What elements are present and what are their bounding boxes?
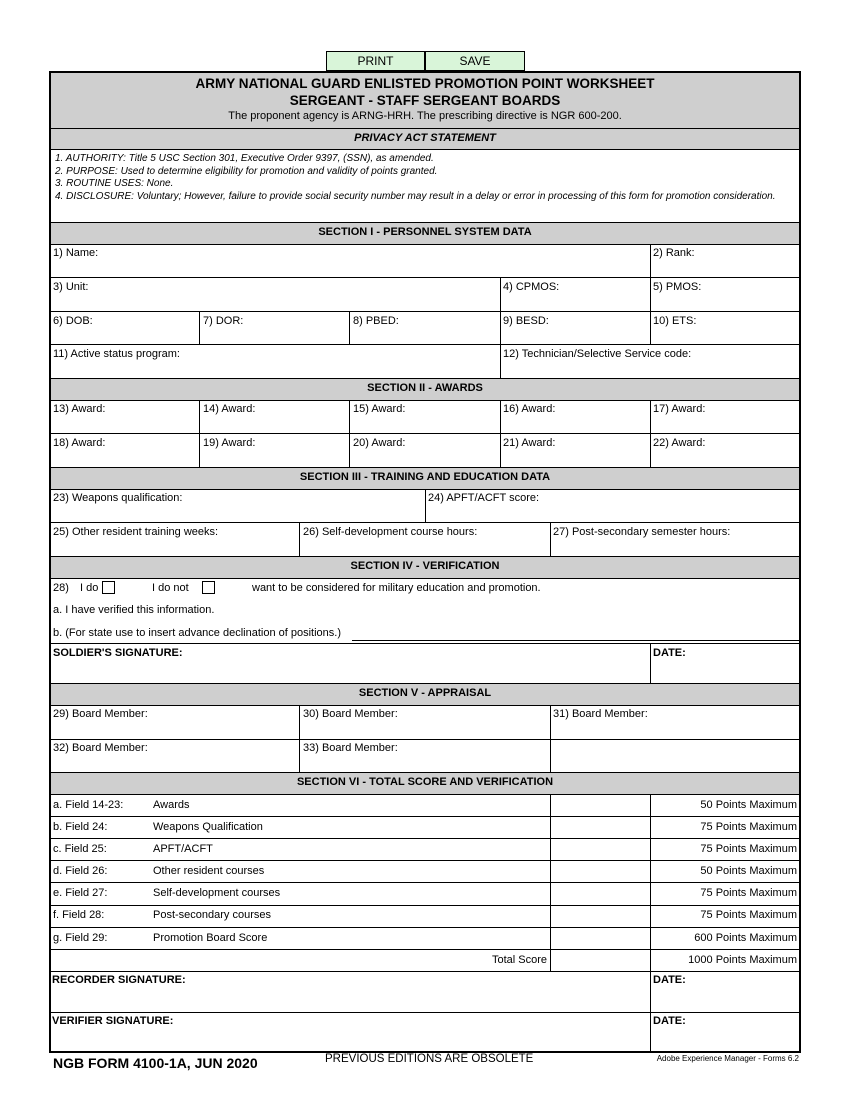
- score-row-max: 75 Points Maximum: [700, 843, 797, 855]
- divider: [49, 128, 801, 129]
- pbed-field[interactable]: 8) PBED:: [353, 315, 399, 327]
- score-row-field: d. Field 26:: [53, 865, 108, 877]
- state-use-underline: [352, 640, 799, 641]
- verifier-date-field[interactable]: DATE:: [653, 1015, 686, 1027]
- item-28-label: 28): [53, 582, 69, 594]
- section5-heading: SECTION V - APPRAISAL: [358, 687, 492, 699]
- divider: [425, 489, 426, 522]
- dob-field[interactable]: 6) DOB:: [53, 315, 93, 327]
- divider: [650, 400, 651, 467]
- recorder-date-field[interactable]: DATE:: [653, 974, 686, 986]
- consideration-text: want to be considered for military education and promotion.: [252, 582, 541, 594]
- board-member-field[interactable]: 32) Board Member:: [53, 742, 148, 754]
- total-score-max: 1000 Points Maximum: [688, 954, 797, 966]
- divider: [650, 311, 651, 344]
- divider: [49, 838, 801, 839]
- score-row-field: f. Field 28:: [53, 909, 105, 921]
- divider: [49, 344, 801, 345]
- divider: [49, 882, 801, 883]
- divider: [349, 311, 350, 344]
- divider: [49, 705, 801, 706]
- i-do-not-checkbox[interactable]: [202, 581, 215, 594]
- divider: [49, 1012, 801, 1013]
- score-input[interactable]: [551, 839, 650, 860]
- score-row-field: e. Field 27:: [53, 887, 108, 899]
- divider: [49, 772, 801, 773]
- post-secondary-field[interactable]: 27) Post-secondary semester hours:: [553, 526, 731, 538]
- divider: [49, 905, 801, 906]
- score-row-desc: Awards: [153, 799, 190, 811]
- state-use-input[interactable]: [352, 625, 799, 640]
- award-field[interactable]: 19) Award:: [203, 437, 256, 449]
- score-row-max: 75 Points Maximum: [700, 909, 797, 921]
- apft-score-field[interactable]: 24) APFT/ACFT score:: [428, 492, 540, 504]
- divider: [49, 311, 801, 312]
- privacy-routine-uses: 3. ROUTINE USES: None.: [55, 178, 174, 189]
- divider: [199, 400, 200, 467]
- divider: [49, 433, 801, 434]
- board-member-field[interactable]: 29) Board Member:: [53, 708, 148, 720]
- verifier-signature-field[interactable]: VERIFIER SIGNATURE:: [52, 1015, 174, 1027]
- divider: [49, 277, 801, 278]
- score-input[interactable]: [551, 795, 650, 816]
- resident-training-field[interactable]: 25) Other resident training weeks:: [53, 526, 219, 538]
- divider: [49, 400, 801, 401]
- divider: [49, 556, 801, 557]
- section2-heading: SECTION II - AWARDS: [367, 382, 483, 394]
- unit-field[interactable]: 3) Unit:: [53, 281, 89, 293]
- divider: [49, 578, 801, 579]
- divider: [49, 816, 801, 817]
- score-input[interactable]: [551, 861, 650, 882]
- soldier-signature-field[interactable]: SOLDIER'S SIGNATURE:: [53, 647, 183, 659]
- award-field[interactable]: 18) Award:: [53, 437, 106, 449]
- divider: [49, 971, 801, 972]
- award-field[interactable]: 21) Award:: [503, 437, 556, 449]
- divider: [500, 400, 501, 467]
- section4-heading: SECTION IV - VERIFICATION: [350, 560, 500, 572]
- recorder-signature-field[interactable]: RECORDER SIGNATURE:: [52, 974, 186, 986]
- award-field[interactable]: 15) Award:: [353, 403, 406, 415]
- pmos-field[interactable]: 5) PMOS:: [653, 281, 702, 293]
- divider: [500, 344, 501, 378]
- divider: [49, 949, 801, 950]
- divider: [299, 522, 300, 556]
- privacy-statement: [55, 153, 790, 203]
- i-do-label: I do: [80, 582, 99, 594]
- obsolete-notice: PREVIOUS EDITIONS ARE OBSOLETE: [325, 1053, 534, 1065]
- divider: [299, 705, 300, 772]
- score-row-desc: Other resident courses: [153, 865, 265, 877]
- score-row-max: 50 Points Maximum: [700, 865, 797, 877]
- score-row-desc: Weapons Qualification: [153, 821, 263, 833]
- privacy-purpose: 2. PURPOSE: Used to determine eligibility for promotion and validity of points granted.: [55, 165, 438, 177]
- form-subtitle: SERGEANT - STAFF SERGEANT BOARDS: [289, 93, 561, 108]
- divider: [49, 244, 801, 245]
- board-member-field[interactable]: 33) Board Member:: [303, 742, 398, 754]
- divider: [49, 794, 801, 795]
- privacy-disclosure: 4. DISCLOSURE: Voluntary; However, failure to provide social security number may result in a delay or error in processing of this form for promotion consideration.: [55, 190, 776, 202]
- score-row-desc: Self-development courses: [153, 887, 281, 899]
- award-field[interactable]: 13) Award:: [53, 403, 106, 415]
- score-row-field: b. Field 24:: [53, 821, 108, 833]
- board-member-blank-cell: [551, 740, 799, 772]
- soldier-date-field[interactable]: DATE:: [653, 647, 686, 659]
- divider: [49, 467, 801, 468]
- divider: [49, 643, 801, 644]
- score-row-field: c. Field 25:: [53, 843, 107, 855]
- divider: [650, 244, 651, 277]
- divider: [49, 222, 801, 223]
- i-do-checkbox[interactable]: [102, 581, 115, 594]
- divider: [49, 378, 801, 379]
- score-row-desc: Promotion Board Score: [153, 932, 268, 944]
- print-button[interactable]: PRINT: [326, 51, 425, 71]
- total-score-input[interactable]: [551, 950, 650, 971]
- score-row-max: 75 Points Maximum: [700, 887, 797, 899]
- software-notice: Adobe Experience Manager - Forms 6.2: [656, 1054, 799, 1063]
- form-title: ARMY NATIONAL GUARD ENLISTED PROMOTION POINT WORKSHEET: [195, 76, 655, 91]
- dor-field[interactable]: 7) DOR:: [203, 315, 244, 327]
- divider: [500, 277, 501, 311]
- score-row-field: g. Field 29:: [53, 932, 108, 944]
- score-row-max: 600 Points Maximum: [694, 932, 797, 944]
- divider: [49, 522, 801, 523]
- divider: [500, 311, 501, 344]
- score-input[interactable]: [551, 883, 650, 905]
- besd-field[interactable]: 9) BESD:: [503, 315, 549, 327]
- divider: [49, 860, 801, 861]
- name-field[interactable]: 1) Name:: [53, 247, 99, 259]
- rank-field[interactable]: 2) Rank:: [653, 247, 695, 259]
- divider: [349, 400, 350, 467]
- score-input[interactable]: [551, 817, 650, 838]
- privacy-heading: PRIVACY ACT STATEMENT: [354, 132, 496, 144]
- award-field[interactable]: 22) Award:: [653, 437, 706, 449]
- score-input[interactable]: [551, 928, 650, 949]
- active-status-field[interactable]: 11) Active status program:: [53, 348, 180, 360]
- form-number: NGB FORM 4100-1A, JUN 2020: [53, 1055, 258, 1071]
- section1-heading: SECTION I - PERSONNEL SYSTEM DATA: [318, 226, 532, 238]
- self-development-field[interactable]: 26) Self-development course hours:: [303, 526, 478, 538]
- award-field[interactable]: 17) Award:: [653, 403, 706, 415]
- award-field[interactable]: 14) Award:: [203, 403, 256, 415]
- award-field[interactable]: 20) Award:: [353, 437, 406, 449]
- verified-statement: a. I have verified this information.: [53, 604, 215, 616]
- save-button[interactable]: SAVE: [425, 51, 525, 71]
- section6-heading: SECTION VI - TOTAL SCORE AND VERIFICATION: [296, 776, 554, 788]
- technician-code-field[interactable]: 12) Technician/Selective Service code:: [503, 348, 692, 360]
- divider: [49, 927, 801, 928]
- divider: [650, 277, 651, 311]
- state-use-label: b. (For state use to insert advance declination of positions.): [53, 627, 341, 639]
- award-field[interactable]: 16) Award:: [503, 403, 556, 415]
- divider: [650, 794, 651, 1052]
- board-member-field[interactable]: 31) Board Member:: [553, 708, 648, 720]
- score-row-max: 75 Points Maximum: [700, 821, 797, 833]
- proponent-text: The proponent agency is ARNG-HRH. The prescribing directive is NGR 600-200.: [228, 110, 622, 122]
- cpmos-field[interactable]: 4) CPMOS:: [503, 281, 560, 293]
- ets-field[interactable]: 10) ETS:: [653, 315, 697, 327]
- i-do-not-label: I do not: [152, 582, 189, 594]
- score-row-desc: Post-secondary courses: [153, 909, 271, 921]
- divider: [650, 643, 651, 683]
- total-score-label: Total Score: [491, 954, 547, 966]
- weapons-qualification-field[interactable]: 23) Weapons qualification:: [53, 492, 183, 504]
- divider: [49, 149, 801, 150]
- score-row-field: a. Field 14-23:: [53, 799, 124, 811]
- divider: [550, 522, 551, 556]
- divider: [49, 683, 801, 684]
- section3-heading: SECTION III - TRAINING AND EDUCATION DATA: [299, 471, 551, 483]
- divider: [199, 311, 200, 344]
- privacy-authority: 1. AUTHORITY: Title 5 USC Section 301, Executive Order 9397, (SSN), as amended.: [55, 153, 434, 164]
- score-input[interactable]: [551, 906, 650, 927]
- score-row-desc: APFT/ACFT: [153, 843, 213, 855]
- score-row-max: 50 Points Maximum: [700, 799, 797, 811]
- board-member-field[interactable]: 30) Board Member:: [303, 708, 398, 720]
